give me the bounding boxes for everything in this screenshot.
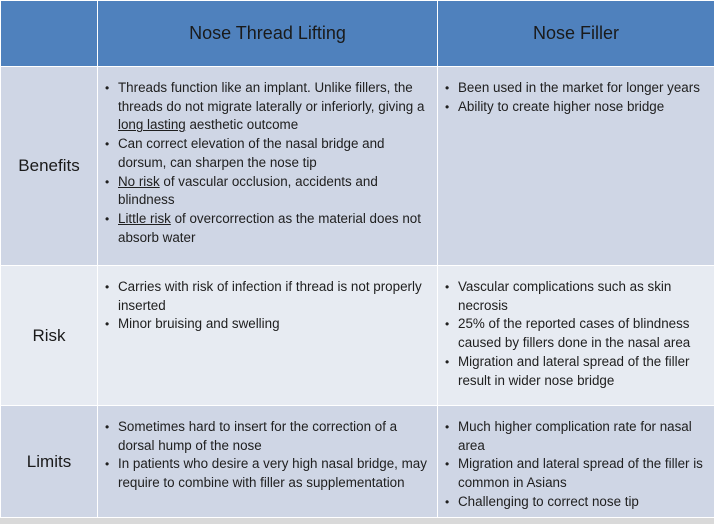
underlined-emphasis: Little risk: [118, 210, 171, 226]
bullet-item: [445, 353, 708, 390]
header-row: [1, 1, 714, 67]
bullet-text: of vascular occlusion, accidents and blindness: [118, 173, 378, 208]
limits-thread-list: [98, 406, 437, 493]
risk-filler-cell: [438, 266, 714, 406]
bullet-item: [105, 210, 431, 247]
header-nose-filler: Nose Filler: [438, 1, 714, 67]
bullet-text: Been used in the market for longer years: [458, 80, 700, 95]
risk-thread-cell: [98, 266, 438, 406]
bullet-text: Migration and lateral spread of the filler result in wider nose bridge: [458, 353, 690, 388]
bullet-item: [445, 315, 708, 352]
bullet-item: [105, 278, 431, 315]
row-benefits: [1, 67, 714, 266]
header-empty-cell: [1, 1, 98, 67]
row-label-limits: Limits: [1, 406, 98, 518]
bullet-dot-icon: •: [105, 420, 110, 434]
bullet-item: [445, 418, 708, 455]
bullet-dot-icon: •: [105, 137, 110, 152]
bullet-dot-icon: •: [445, 99, 450, 114]
underlined-emphasis: No risk: [118, 173, 160, 189]
bullet-text: In patients who desire a very high nasal bridge, may require to combine with filler as supplementation: [118, 456, 427, 491]
bullet-text: Challenging to correct nose tip: [458, 493, 639, 509]
bullet-dot-icon: •: [105, 280, 110, 294]
bullet-text: 25% of the reported cases of blindness caused by fillers done in the nasal area: [458, 316, 691, 351]
bullet-dot-icon: •: [445, 81, 450, 95]
bullet-text: Migration and lateral spread of the filler is common in Asians: [458, 456, 703, 491]
bullet-dot-icon: •: [445, 280, 450, 294]
bullet-text: Vascular complications such as skin necrosis: [458, 279, 672, 313]
risk-filler-list: [438, 266, 714, 390]
bullet-dot-icon: •: [445, 457, 450, 472]
bullet-item: [105, 173, 431, 210]
bullet-dot-icon: •: [105, 457, 110, 472]
row-label-benefits: Benefits: [1, 67, 98, 266]
bullet-item: [105, 315, 431, 334]
row-label-risk: Risk: [1, 266, 98, 406]
bullet-text: Threads function like an implant. Unlike fillers, the threads do not migrate laterally or inferiorly, giving a: [118, 80, 425, 114]
bullet-text: Carries with risk of infection if thread is not properly inserted: [118, 279, 422, 313]
limits-thread-cell: [98, 406, 438, 518]
bullet-text: Sometimes hard to insert for the correction of a dorsal hump of the nose: [118, 419, 398, 453]
benefits-filler-cell: [438, 67, 714, 266]
header-thread-lifting: Nose Thread Lifting: [98, 1, 438, 67]
bullet-text: of overcorrection as the material does not absorb water: [118, 210, 421, 245]
limits-filler-list: [438, 406, 714, 512]
bullet-dot-icon: •: [445, 317, 450, 332]
bullet-item: [445, 278, 708, 315]
bullet-item: [105, 135, 431, 172]
risk-thread-list: [98, 266, 437, 334]
bullet-dot-icon: •: [445, 354, 450, 369]
bullet-text: Minor bruising and swelling: [118, 316, 280, 332]
bullet-dot-icon: •: [445, 494, 450, 509]
bullet-item: [445, 79, 708, 98]
bullet-text: aesthetic outcome: [185, 117, 299, 133]
benefits-thread-list: [98, 67, 437, 247]
bullet-item: [105, 418, 431, 455]
row-risk: [1, 266, 714, 406]
bullet-text: Ability to create higher nose bridge: [458, 98, 665, 114]
bullet-text: Much higher complication rate for nasal area: [458, 419, 692, 453]
bullet-dot-icon: •: [105, 317, 110, 332]
bullet-dot-icon: •: [105, 174, 110, 189]
bullet-item: [445, 493, 708, 512]
bullet-dot-icon: •: [445, 420, 450, 434]
limits-filler-cell: [438, 406, 714, 518]
bullet-item: [445, 98, 708, 117]
bullet-dot-icon: •: [105, 81, 110, 95]
bullet-item: [445, 455, 708, 492]
row-limits: [1, 406, 714, 518]
benefits-filler-list: [438, 67, 714, 116]
bullet-dot-icon: •: [105, 211, 110, 226]
benefits-thread-cell: [98, 67, 438, 266]
bullet-item: [105, 79, 431, 135]
bullet-item: [105, 455, 431, 492]
underlined-emphasis: long lasting: [118, 117, 186, 133]
bullet-text: Can correct elevation of the nasal bridge and dorsum, can sharpen the nose tip: [118, 136, 385, 170]
